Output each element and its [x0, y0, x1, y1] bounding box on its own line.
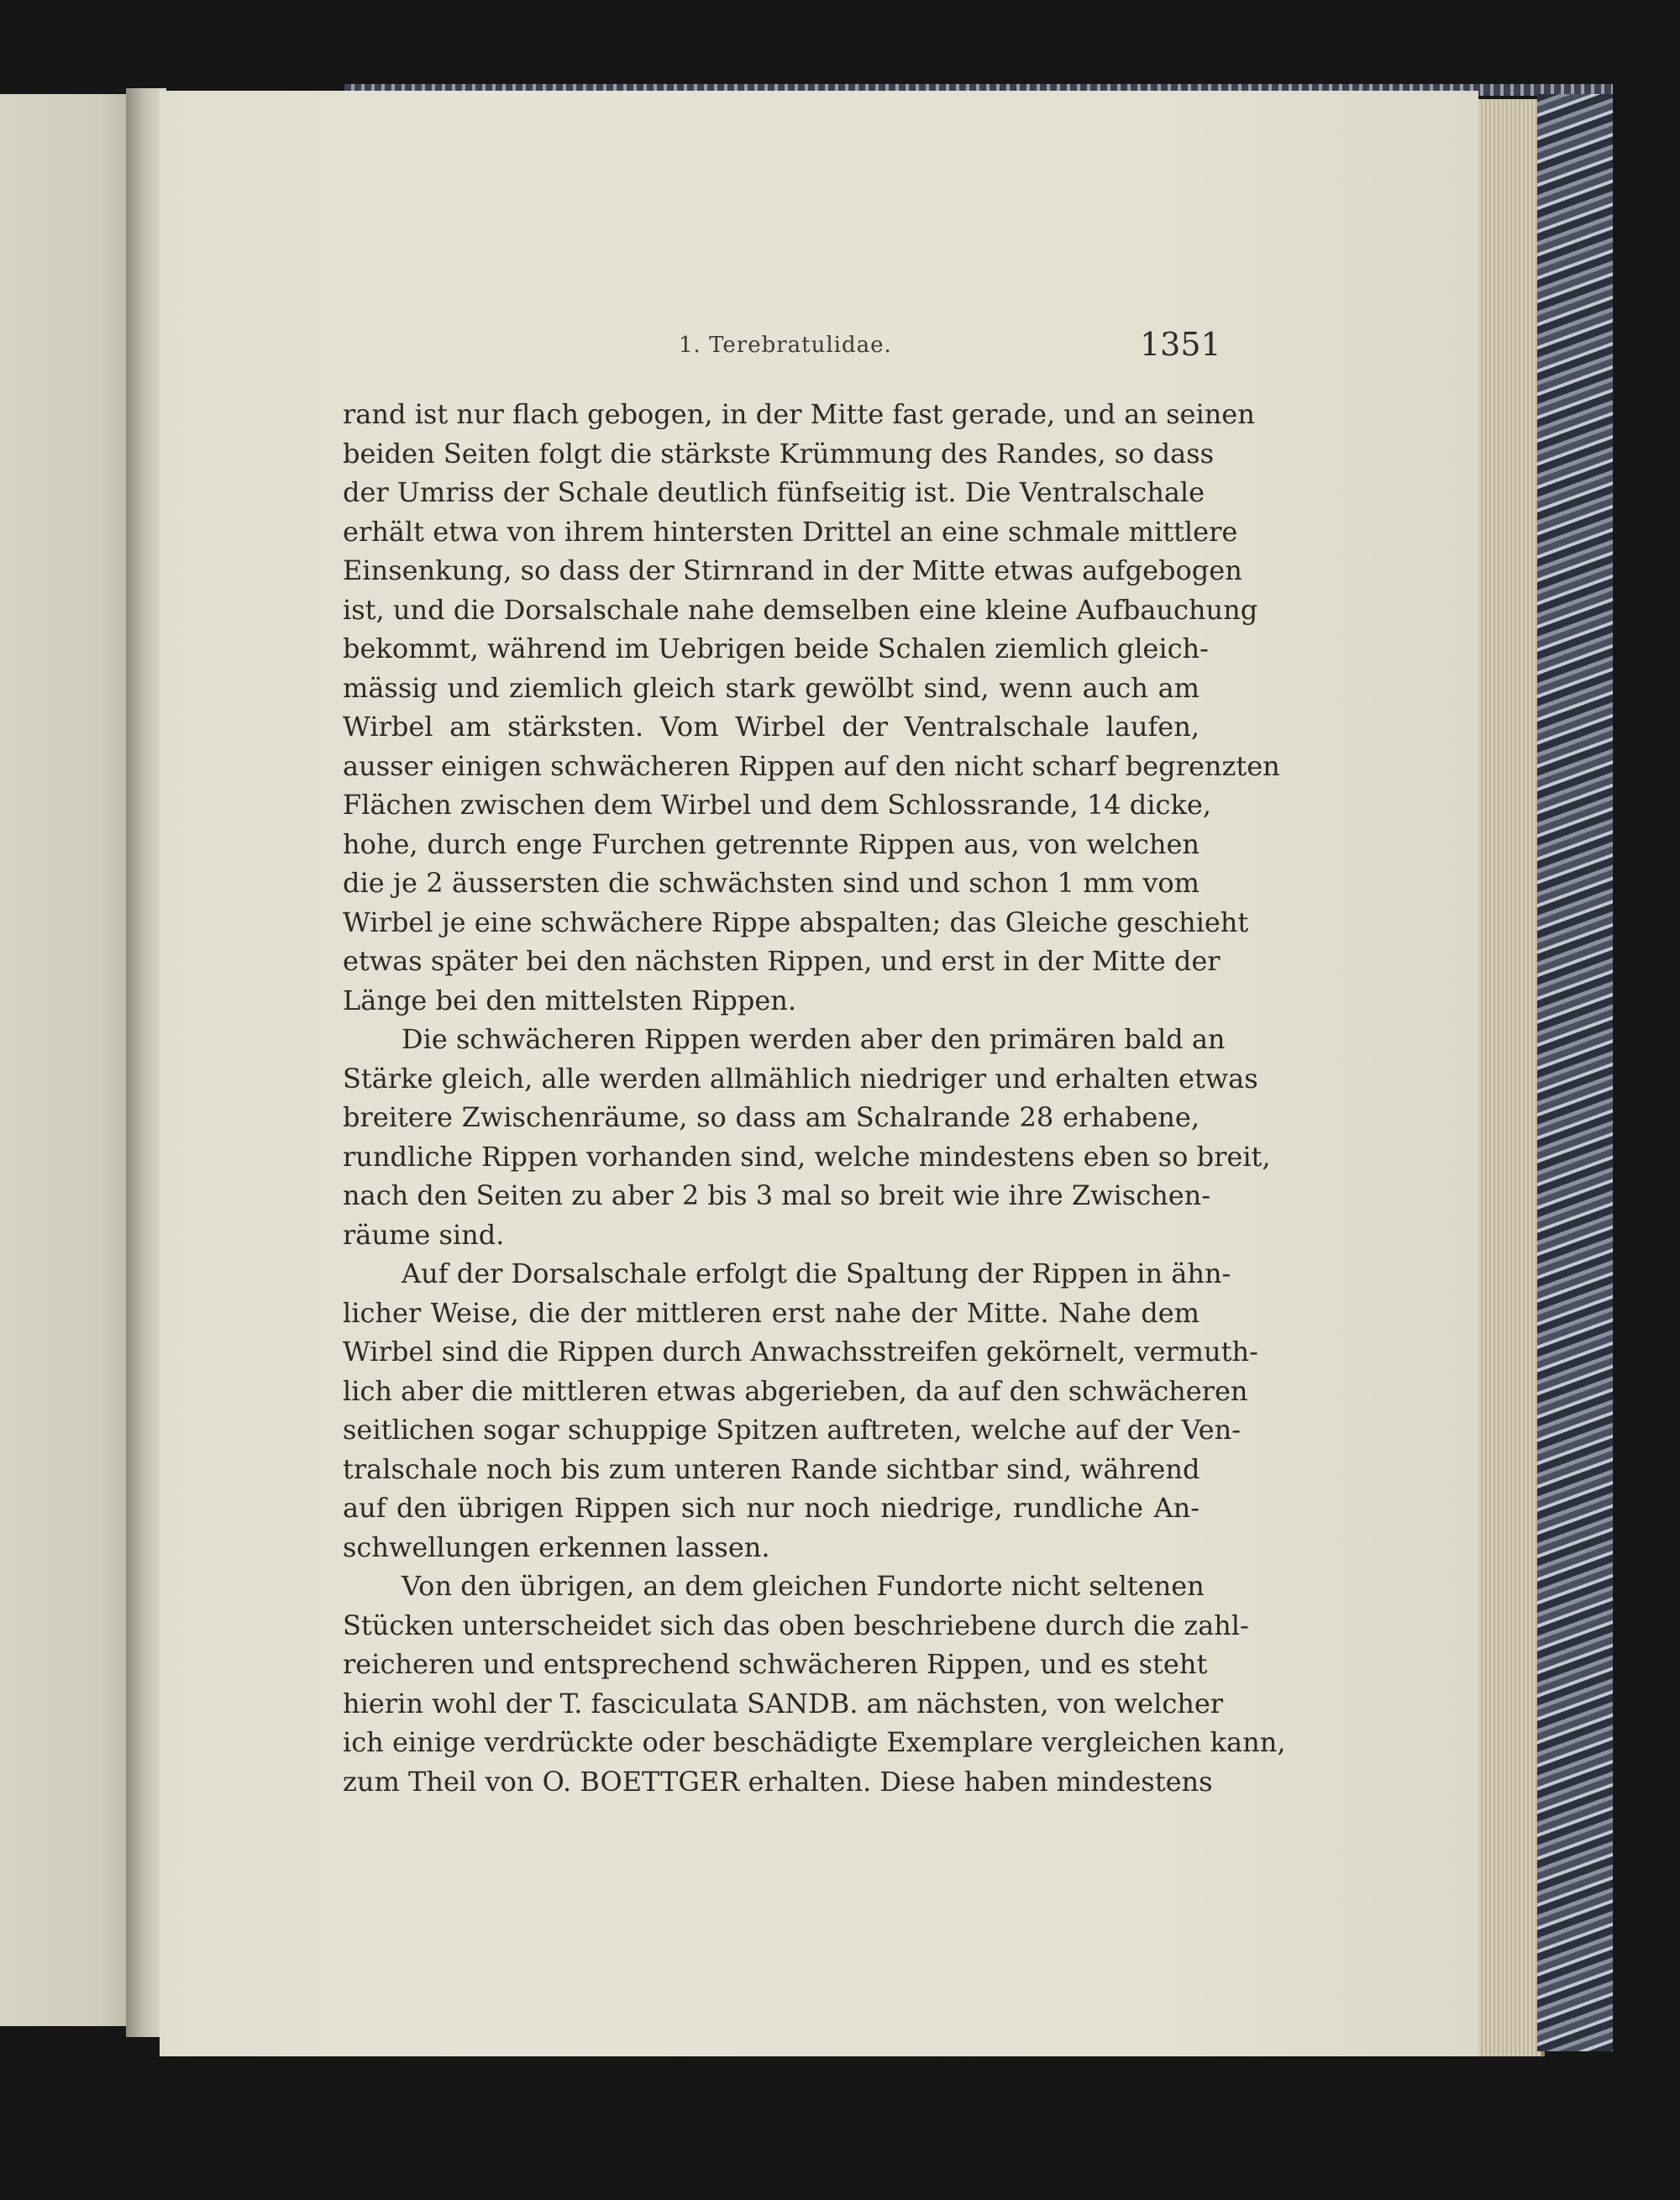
body-text: [343, 395, 1286, 1801]
text-line: breitere Zwischenräume, so dass am Schalrande 28 erhabene,: [343, 1101, 1200, 1133]
text-line: Flächen zwischen dem Wirbel und dem Schlossrande, 14 dicke,: [343, 789, 1211, 821]
text-line: etwas später bei den nächsten Rippen, und erst in der Mitte der: [343, 945, 1221, 977]
text-line: mässig und ziemlich gleich stark gewölbt sind, wenn auch am: [343, 671, 1200, 704]
text-line: Stärke gleich, alle werden allmählich niedriger und erhalten etwas: [343, 1062, 1258, 1095]
text-line: Wirbel je eine schwächere Rippe abspalten; das Gleiche geschieht: [343, 906, 1249, 938]
text-line: ich einige verdrückte oder beschädigte Exemplare vergleichen kann,: [343, 1726, 1286, 1758]
left-page: [0, 94, 141, 2026]
text-line: seitlichen sogar schuppige Spitzen auftreten, welche auf der Ven-: [343, 1414, 1242, 1446]
text-line: Wirbel sind die Rippen durch Anwachsstreifen gekörnelt, vermuth-: [343, 1336, 1258, 1368]
text-line: Länge bei den mittelsten Rippen.: [343, 984, 797, 1016]
text-line: bekommt, während im Uebrigen beide Schalen ziemlich gleich-: [343, 633, 1209, 664]
text-line: schwellungen erkennen lassen.: [343, 1531, 770, 1563]
text-line: Einsenkung, so dass der Stirnrand in der Mitte etwas aufgebogen: [343, 554, 1242, 586]
text-line: lich aber die mittleren etwas abgerieben, da auf den schwächeren: [343, 1374, 1248, 1407]
paragraph-start-line: Von den übrigen, an dem gleichen Fundorte nicht seltenen: [402, 1570, 1205, 1602]
text-line: erhält etwa von ihrem hintersten Drittel an eine schmale mittlere: [343, 515, 1238, 548]
text-line: hierin wohl der T. fasciculata SANDB. am nächsten, von welcher: [343, 1687, 1224, 1720]
text-line: auf den übrigen Rippen sich nur noch niedrige, rundliche An-: [343, 1492, 1200, 1524]
text-line: nach den Seiten zu aber 2 bis 3 mal so breit wie ihre Zwischen-: [343, 1179, 1211, 1211]
text-line: tralschale noch bis zum unteren Rande sichtbar sind, während: [343, 1452, 1200, 1485]
text-line: ausser einigen schwächeren Rippen auf den nicht scharf begrenzten: [343, 749, 1280, 782]
text-line: reicheren und entsprechend schwächeren Rippen, und es steht: [343, 1648, 1208, 1680]
marbled-cover: [1537, 94, 1613, 2051]
text-line: die je 2 äussersten die schwächsten sind und schon 1 mm vom: [343, 867, 1200, 899]
text-line: rand ist nur flach gebogen, in der Mitte fast gerade, und an seinen: [343, 398, 1255, 430]
paragraph-start-line: Die schwächeren Rippen werden aber den primären bald an: [402, 1023, 1226, 1055]
text-line: rundliche Rippen vorhanden sind, welche mindestens eben so breit,: [343, 1140, 1271, 1173]
page-number: 1351: [1140, 326, 1221, 363]
text-line: ist, und die Dorsalschale nahe demselben eine kleine Aufbauchung: [343, 593, 1258, 626]
text-line: der Umriss der Schale deutlich fünfseitig ist. Die Ventralschale: [343, 476, 1205, 508]
running-title: 1. Terebratulidae.: [679, 333, 892, 358]
text-line: zum Theil von O. BOETTGER erhalten. Diese haben mindestens: [343, 1765, 1213, 1798]
text-line: hohe, durch enge Furchen getrennte Rippen aus, von welchen: [343, 827, 1200, 860]
text-line: Wirbel am stärksten. Vom Wirbel der Ventralschale laufen,: [343, 711, 1200, 743]
text-line: licher Weise, die der mittleren erst nahe der Mitte. Nahe dem: [343, 1296, 1200, 1329]
text-line: Stücken unterscheidet sich das oben beschriebene durch die zahl-: [343, 1609, 1249, 1641]
text-line: beiden Seiten folgt die stärkste Krümmung des Randes, so dass: [343, 437, 1215, 470]
text-line: räume sind.: [343, 1218, 505, 1251]
paragraph-start-line: Auf der Dorsalschale erfolgt die Spaltung der Rippen in ähn-: [402, 1258, 1231, 1289]
